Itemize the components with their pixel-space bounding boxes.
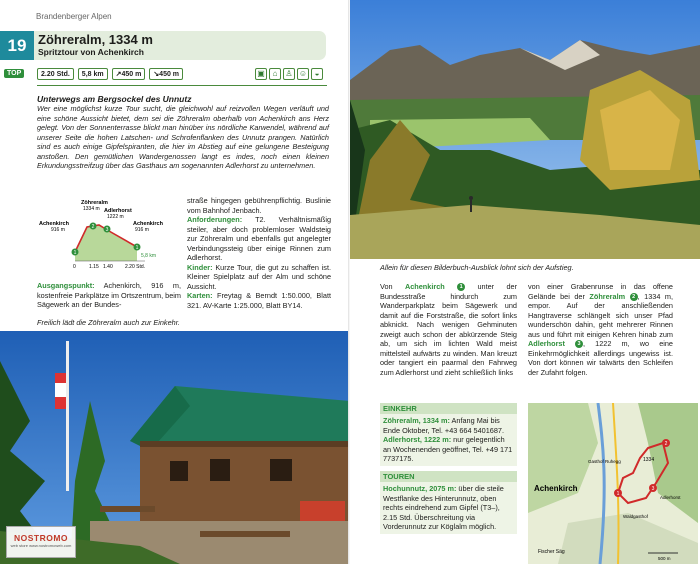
place-adlerhorst: Adlerhorst — [528, 339, 565, 348]
info-column — [187, 196, 331, 310]
touren-text — [380, 482, 517, 534]
map-scale: 500 m — [658, 556, 671, 561]
map-label-adlerhorst: Adlerhorst — [660, 495, 681, 500]
einkehr-box — [380, 403, 517, 466]
route-text-2b: , 1334 m, empor. Auf der anschließenden Hangtraverse schlängelt sich unser Pfad wunderschön dahin, geht mehrerer Rinnen aus und führt mit einigen Kehren hinab zum — [528, 291, 673, 339]
einkehr-adlerhorst-text: nur gelegentlich an Wochenenden geöffnet, Tel. +49 171 7737175. — [383, 435, 513, 463]
requirements-label: Anforderungen: — [187, 215, 243, 224]
tour-subtitle: Spritztour von Achenkirch — [38, 47, 144, 57]
einkehr-adlerhorst: Adlerhorst, 1222 m: — [383, 435, 452, 444]
title-box — [34, 31, 326, 60]
map-label-ruhegg: Gasthof Ruhegg — [588, 459, 621, 464]
map-town: Achenkirch — [534, 484, 578, 493]
svg-text:1: 1 — [616, 491, 620, 497]
route-text-1b: unter der Bundesstraße hindurch zum Wanderparkplatz beim Sägewerk und damit auf die Forststraße, die sofort links abknickt. Nach wenigen Gehminuten zweigt auch schon der abkürzende Steig ab, um sich im lichten Wald meist mittelsteil aufwärts zu winden. Man kreuzt oder tangiert ein paarmal den Fahrweg zum Adlerhorst und zieht schließlich links — [380, 282, 518, 377]
place-achenkirch: Achenkirch — [404, 282, 445, 291]
route-text-1 — [380, 282, 517, 377]
touren-hochunnutz-text: über die steile Westflanke des Hinterunnutz, oben rechts eindrehend zum Gipfel (T3–), 2.15 Std. Überschreitung via Vorderunnutz zur Köglalm möglich. — [383, 484, 504, 531]
svg-text:1: 1 — [73, 250, 77, 256]
svg-text:2: 2 — [91, 224, 95, 230]
right-page — [350, 0, 700, 564]
logo-name: NOSTROMO — [13, 533, 69, 543]
profile-label-start: Achenkirch — [39, 221, 69, 227]
svg-text:2: 2 — [664, 441, 668, 447]
stat-distance: 5,8 km — [78, 68, 108, 80]
profile-time-0: 0 — [73, 264, 76, 270]
region-label: Brandenberger Alpen — [36, 12, 112, 21]
stroller-icon: ◒ — [311, 68, 323, 80]
profile-time-1: 1.15 — [89, 264, 99, 270]
profile-elev-end: 916 m — [135, 227, 149, 233]
profile-elev-zoehreralm: 1334 m — [83, 206, 100, 212]
place-zoehreralm: Zöhreralm — [589, 291, 626, 301]
start-point-continued: straße hingegen gebührenpflichtig. Buslinie vom Bahnhof Jenbach. — [187, 196, 331, 215]
touren-box — [380, 471, 517, 534]
hiker-icon: ♙ — [283, 68, 295, 80]
tour-title: Zöhreralm, 1334 m — [38, 32, 153, 47]
divider — [37, 85, 327, 86]
stat-descent: ↘450 m — [149, 68, 183, 80]
waypoint-2: 2 — [630, 293, 638, 301]
intro-heading: Unterwegs am Bergsockel des Unnutz — [37, 94, 192, 104]
top-badge: TOP — [4, 69, 24, 78]
svg-text:3: 3 — [105, 227, 109, 233]
waypoint-1: 1 — [457, 283, 465, 291]
tour-number: 19 — [0, 31, 34, 60]
einkehr-zoehreralm: Zöhreralm, 1334 m: — [383, 416, 450, 425]
profile-time-3: 2.20 Std. — [125, 264, 146, 270]
profile-label-adlerhorst: Adlerhorst — [104, 208, 132, 214]
profile-label-end: Achenkirch — [133, 221, 163, 227]
logo-tagline: web store www.nostromoweb.com — [10, 543, 72, 548]
start-point-text: Achenkirch, 916 m, kostenfreie Parkplätze im Ortszentrum, beim Sägewerk an der Bundes- — [37, 281, 181, 309]
requirements-text: T2. Verhältnismäßig steiler, aber doch problemloser Waldsteig zur Zöhreralm und ebenfalls gut angelegter Verbindungssteig über einige Rinnen zum Adlerhorst. — [187, 215, 331, 262]
map-elevation: 1334 — [643, 457, 655, 463]
maps-label: Karten: — [187, 291, 213, 300]
intro-text: Wer eine möglichst kurze Tour sucht, die gleichwohl auf reizvollen Wegen verläuft und eine schöne Aussicht bietet, dem sei die Zöhreralm oberhalb von Achenkirch ans Herz gelegt. Von der Sonnenterrasse blickt man hinüber ins nördliche Karwendel, während auf unserer Seite die hohen Latschen- und Schrofenflanken des Unnutz prangen. Natürlich sind es auch einige Gipfelspiranten, die hier im Abstieg auf eine gelungene Besteigung anstoßen. Den gemütlichen Wandergenossen langt es indes, noch einen kleinen Erkundungsstreifzug über das Gasthaus am sogenannten Adlerhorst zu unternehmen. — [37, 104, 329, 170]
stat-duration: 2.20 Std. — [37, 68, 74, 80]
start-point-label: Ausgangspunkt: — [37, 281, 95, 290]
kids-label: Kinder: — [187, 262, 213, 272]
hut-photo-caption: Freilich lädt die Zöhreralm auch zur Einkehr. — [37, 318, 180, 327]
profile-label-zoehreralm: Zöhreralm — [81, 200, 108, 206]
publisher-logo — [6, 526, 76, 558]
map-label-fischer: Fischer Säg — [538, 549, 565, 555]
mountain-photo-caption: Allein für diesen Bilderbuch-Ausblick lohnt sich der Aufstieg. — [380, 263, 574, 272]
bus-icon: ▣ — [255, 68, 267, 80]
start-point-block — [37, 281, 181, 310]
route-map — [528, 403, 698, 564]
child-icon: ☺ — [298, 69, 308, 78]
kids-text: Kurze Tour, die gut zu schaffen ist. Kleiner Spielplatz auf der Alm und schöne Aussicht. — [187, 262, 331, 291]
maps-text: Freytag & Berndt 1:50.000, Blatt 321. AV-Karte 1:25.000, Blatt BY14. — [187, 291, 331, 310]
tour-icons — [255, 68, 323, 80]
einkehr-heading: EINKEHR — [380, 403, 517, 414]
hut-icon: ⌂ — [269, 68, 281, 80]
route-text-1a: Von — [380, 282, 393, 291]
waypoint-3: 3 — [575, 340, 583, 348]
route-text-2c: , 1222 m, wo eine Einkehrmöglichkeit allerdings ungewiss ist. Von dort können wir talwärts den Schleifen der Zufahrt folgen. — [528, 339, 673, 377]
profile-elev-adlerhorst: 1222 m — [107, 214, 124, 220]
route-text-2a: von einer Grabenrunse in das offene Gelände bei der — [528, 282, 673, 301]
svg-text:3: 3 — [651, 486, 655, 492]
profile-distance: 5,8 km — [141, 253, 157, 259]
elevation-profile — [37, 197, 183, 277]
profile-elev-start: 916 m — [51, 227, 65, 233]
einkehr-zoehreralm-text: Anfang Mai bis Ende Oktober, Tel. +43 664 5401687. — [383, 416, 504, 435]
mountain-photo — [350, 0, 700, 259]
profile-time-2: 1.40 — [103, 264, 113, 270]
touren-heading: TOUREN — [380, 471, 517, 482]
svg-text:1: 1 — [135, 245, 139, 251]
map-label-waldgasthof: Waldgasthof — [623, 514, 648, 519]
tour-stats — [37, 68, 183, 80]
route-text-2 — [528, 282, 673, 377]
touren-hochunnutz: Hochunnutz, 2075 m: — [383, 484, 457, 493]
einkehr-text — [380, 414, 517, 466]
stat-ascent: ↗450 m — [112, 68, 146, 80]
